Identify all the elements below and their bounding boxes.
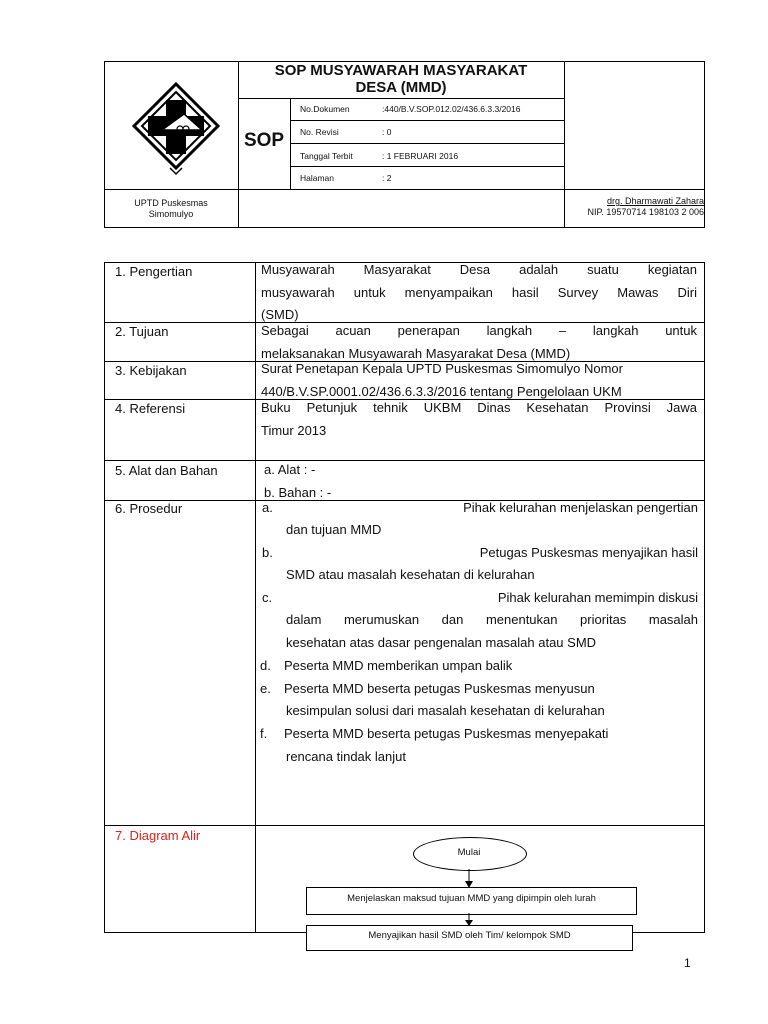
flow-step-label: Menjelaskan maksud tujuan MMD yang dipimpin oleh lurah [347, 893, 596, 904]
meta-key-no-revisi: No. Revisi [300, 127, 339, 137]
kebijakan-text: Surat Penetapan Kepala UPTD Puskesmas Simomulyo Nomor 440/B.V.SP.0001.02/436.6.3.3/2016 tentang Pengelolaan UKM [261, 361, 623, 399]
label-prosedur: 6. Prosedur [115, 501, 183, 516]
step-text: rencana tindak lanjut [286, 749, 406, 764]
referensi-text: Buku Petunjuk tehnik UKBM Dinas Kesehatan Provinsi Jawa Timur 2013 [261, 400, 697, 438]
alat-bahan-text: a. Alat : - b. Bahan : - [264, 462, 332, 500]
step-text: Pihak kelurahan menjelaskan pengertian [463, 500, 698, 515]
label-referensi: 4. Referensi [115, 401, 186, 416]
label-alat-dan-bahan: 5. Alat dan Bahan [115, 463, 218, 478]
step-marker: e. [260, 681, 271, 696]
step-text: dan tujuan MMD [286, 522, 382, 537]
step-text: Pihak kelurahan memimpin diskusi [497, 590, 698, 605]
label-pengertian: 1. Pengertian [115, 264, 193, 279]
step-text: kesehatan atas dasar pengenalan masalah atau SMD [286, 635, 597, 650]
step-marker: d. [260, 658, 271, 673]
puskesmas-logo-icon [128, 80, 224, 176]
step-text: Peserta MMD memberikan umpan balik [284, 658, 513, 673]
tujuan-text: Sebagai acuan penerapan langkah – langkah untuk melaksanakan Musyawarah Masyarakat Desa (MMD) [261, 323, 697, 361]
label-kebijakan: 3. Kebijakan [115, 363, 187, 378]
meta-key-halaman: Halaman [300, 173, 335, 183]
meta-key-no-dokumen: No.Dokumen [300, 104, 350, 114]
document-title: SOP MUSYAWARAH MASYARAKAT DESA (MMD) [274, 62, 528, 96]
step-marker: a. [262, 500, 273, 515]
meta-value-tanggal-terbit: : 1 FEBRUARI 2016 [382, 151, 459, 161]
meta-value-no-revisi: : 0 [382, 127, 392, 137]
page-number: 1 [684, 956, 691, 970]
signer-nip: NIP. 19570714 198103 2 006 [587, 207, 704, 217]
sop-label: SOP [243, 130, 285, 151]
step-marker: f. [260, 726, 268, 741]
meta-value-halaman: : 2 [382, 173, 392, 183]
label-diagram-alir: 7. Diagram Alir [115, 828, 201, 843]
step-text: Peserta MMD beserta petugas Puskesmas menyusun [284, 681, 595, 696]
step-text: Peserta MMD beserta petugas Puskesmas menyepakati [284, 726, 609, 741]
step-marker: b. [262, 545, 273, 560]
step-marker: c. [262, 590, 273, 605]
organization-name: UPTD Puskesmas Simomulyo [134, 198, 208, 219]
meta-value-no-dokumen: :440/B.V.SOP.012.02/436.6.3.3/2016 [382, 104, 521, 114]
label-tujuan: 2. Tujuan [115, 324, 169, 339]
flow-arrow-icon [463, 869, 475, 889]
signer-block [564, 196, 704, 218]
step-text: kesimpulan solusi dari masalah kesehatan di kelurahan [286, 703, 605, 718]
signer-name: drg. Dharmawati Zahara [606, 196, 704, 206]
flow-step-label: Menyajikan hasil SMD oleh Tim/ kelompok SMD [368, 930, 571, 941]
pengertian-text: Musyawarah Masyarakat Desa adalah suatu kegiatan musyawarah untuk menyampaikan hasil Survey Mawas Diri (SMD) [261, 262, 697, 322]
step-text: Petugas Puskesmas menyajikan hasil [479, 545, 698, 560]
step-text: SMD atau masalah kesehatan di kelurahan [286, 567, 535, 582]
meta-key-tanggal-terbit: Tanggal Terbit [300, 151, 353, 161]
flow-start-label: Mulai [457, 847, 481, 858]
step-text: dalam merumuskan dan menentukan prioritas masalah [286, 612, 698, 627]
prosedur-steps [260, 497, 698, 817]
